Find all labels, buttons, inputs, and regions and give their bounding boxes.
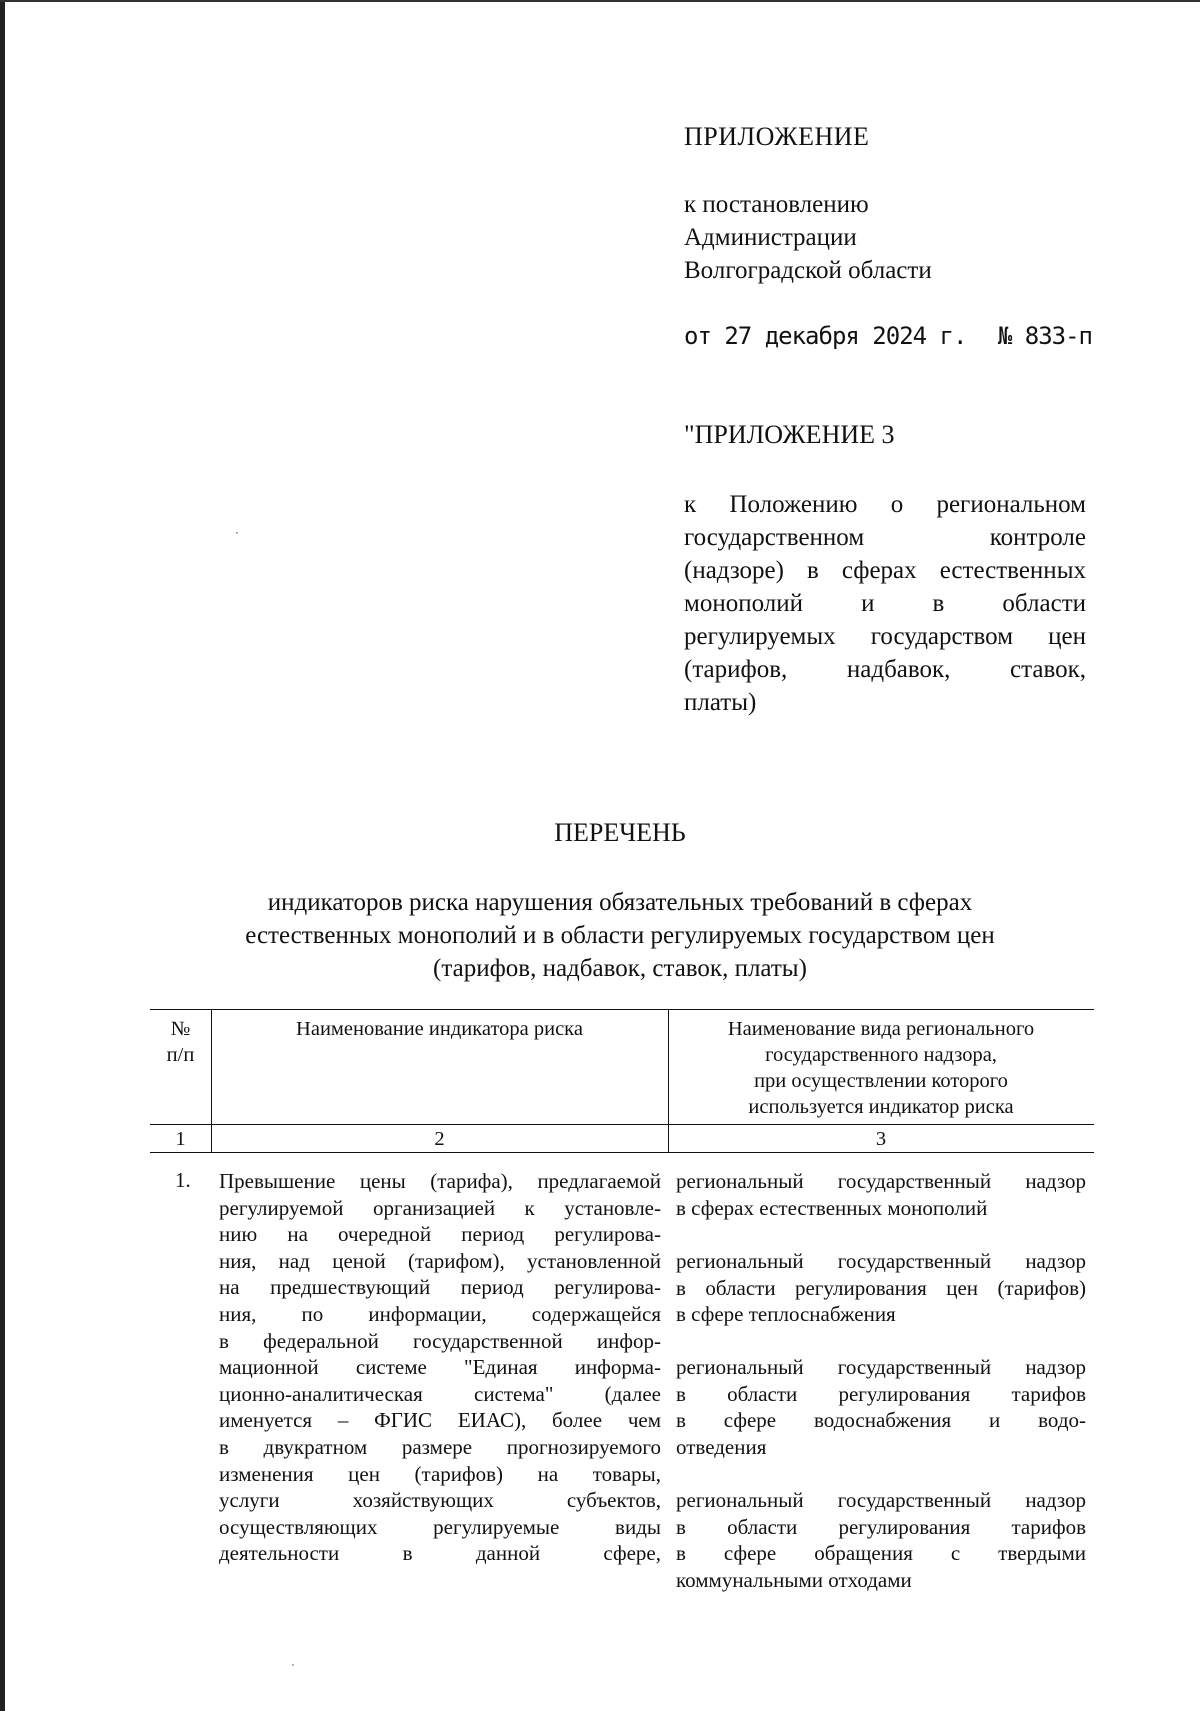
header-number-line: п/п — [166, 1044, 195, 1066]
supervision-line: в области регулирования тарифов — [676, 1381, 1086, 1406]
indicator-line: в федеральной государственной инфор- — [219, 1328, 661, 1353]
indicator-line: ния, над ценой (тарифом), установленной — [219, 1248, 661, 1273]
decree-date: от 27 декабря 2024 г. — [684, 322, 967, 350]
supervision-line: в области регулирования тарифов — [676, 1514, 1086, 1539]
supervision-line: в сфере теплоснабжения — [676, 1302, 896, 1327]
indicator-line: осуществляющих регулируемые виды — [219, 1514, 661, 1539]
appendix3-line: (тарифов, надбавок, ставок, — [684, 656, 1086, 683]
list-subtitle-line: естественных монополий и в области регулируемых государством цен — [245, 922, 995, 949]
supervision-line: региональный государственный надзор — [676, 1488, 1086, 1512]
scan-edge-left — [0, 0, 5, 1711]
header-supervision-line: при осуществлении которого — [754, 1070, 1008, 1092]
header-supervision-line: Наименование вида регионального — [727, 1018, 1035, 1040]
scan-edge-top — [0, 0, 1200, 2]
appendix3-line: (надзоре) в сферах естественных — [684, 557, 1086, 584]
table-numbers-border — [150, 1152, 1094, 1153]
header-indicator-line: Наименование индикатора риска — [296, 1018, 583, 1040]
supervision-line: в области регулирования цен (тарифов) — [676, 1275, 1086, 1300]
table-header-border — [150, 1124, 1094, 1125]
indicator-line: мационной системе "Единая информа- — [219, 1355, 661, 1380]
supervision-line: в сфере обращения с твердыми — [676, 1541, 1086, 1566]
indicator-line: регулируемой организацией к установле- — [219, 1195, 661, 1220]
header-col-number — [150, 1016, 211, 1068]
supervision-entry-1 — [676, 1168, 1086, 1221]
column-number-2: 2 — [434, 1128, 445, 1150]
appendix3-line: к Положению о региональном — [684, 491, 1086, 518]
table-top-border — [150, 1009, 1094, 1010]
indicator-line: изменения цен (тарифов) на товары, — [219, 1461, 661, 1486]
list-subtitle — [0, 886, 1200, 985]
indicator-line: Превышение цены (тарифа), предлагаемой — [219, 1169, 661, 1193]
supervision-entry-4 — [676, 1487, 1086, 1593]
appendix-addressee — [684, 188, 932, 287]
supervision-line: в сферах естественных монополий — [676, 1195, 988, 1220]
header-number-line: № — [170, 1018, 191, 1040]
list-subtitle-line: (тарифов, надбавок, ставок, платы) — [433, 955, 807, 982]
indicator-line: ционно-аналитическая система" (далее — [219, 1381, 661, 1406]
supervision-line: в сфере водоснабжения и водо- — [676, 1408, 1086, 1433]
column-number-3: 3 — [875, 1128, 887, 1150]
indicator-line: услуги хозяйствующих субъектов, — [219, 1488, 661, 1513]
supervision-line: коммунальными отходами — [676, 1567, 912, 1592]
supervision-entry-3 — [676, 1354, 1086, 1460]
header-supervision-line: используется индикатор риска — [748, 1096, 1014, 1118]
column-number-1: 1 — [175, 1128, 186, 1150]
supervision-line: региональный государственный надзор — [676, 1249, 1086, 1273]
risk-indicator-text — [219, 1168, 661, 1567]
scan-speck — [292, 1664, 294, 1666]
appendix-addressee-line: к постановлению — [684, 191, 869, 218]
appendix3-title: "ПРИЛОЖЕНИЕ 3 — [684, 420, 895, 449]
supervision-entry-2 — [676, 1248, 1086, 1328]
indicator-line: деятельности в данной сфере, — [219, 1541, 661, 1566]
supervision-line: региональный государственный надзор — [676, 1169, 1086, 1193]
header-supervision-line: государственного надзора, — [765, 1044, 997, 1066]
appendix-addressee-line: Волгоградской области — [684, 257, 932, 284]
supervision-line: отведения — [676, 1434, 767, 1459]
appendix-addressee-line: Администрации — [684, 224, 857, 251]
appendix3-line: платы) — [684, 689, 757, 716]
appendix3-line: регулируемых государством цен — [684, 623, 1086, 650]
appendix3-addressee — [684, 488, 1086, 719]
indicator-line: в двукратном размере прогнозируемого — [219, 1434, 661, 1459]
decree-number: № 833-п — [997, 322, 1092, 350]
appendix3-line: государственном контроле — [684, 524, 1086, 551]
indicator-line: именуется – ФГИС ЕИАС), более чем — [219, 1408, 661, 1433]
indicator-line: ния, по информации, содержащейся — [219, 1301, 661, 1326]
scan-speck — [236, 532, 238, 534]
appendix-title: ПРИЛОЖЕНИЕ — [684, 122, 870, 151]
list-subtitle-line: индикаторов риска нарушения обязательных требований в сферах — [267, 889, 973, 916]
header-col-indicator — [211, 1016, 668, 1042]
appendix3-line: монополий и в области — [684, 590, 1086, 617]
decree-reference — [684, 322, 1092, 350]
header-col-supervision — [668, 1016, 1094, 1120]
indicator-line: нию на очередной период регулирова- — [219, 1222, 661, 1247]
supervision-line: региональный государственный надзор — [676, 1355, 1086, 1379]
indicator-line: на предшествующий период регулирова- — [219, 1275, 661, 1300]
row-number: 1. — [175, 1168, 191, 1192]
list-title: ПЕРЕЧЕНЬ — [554, 818, 686, 847]
